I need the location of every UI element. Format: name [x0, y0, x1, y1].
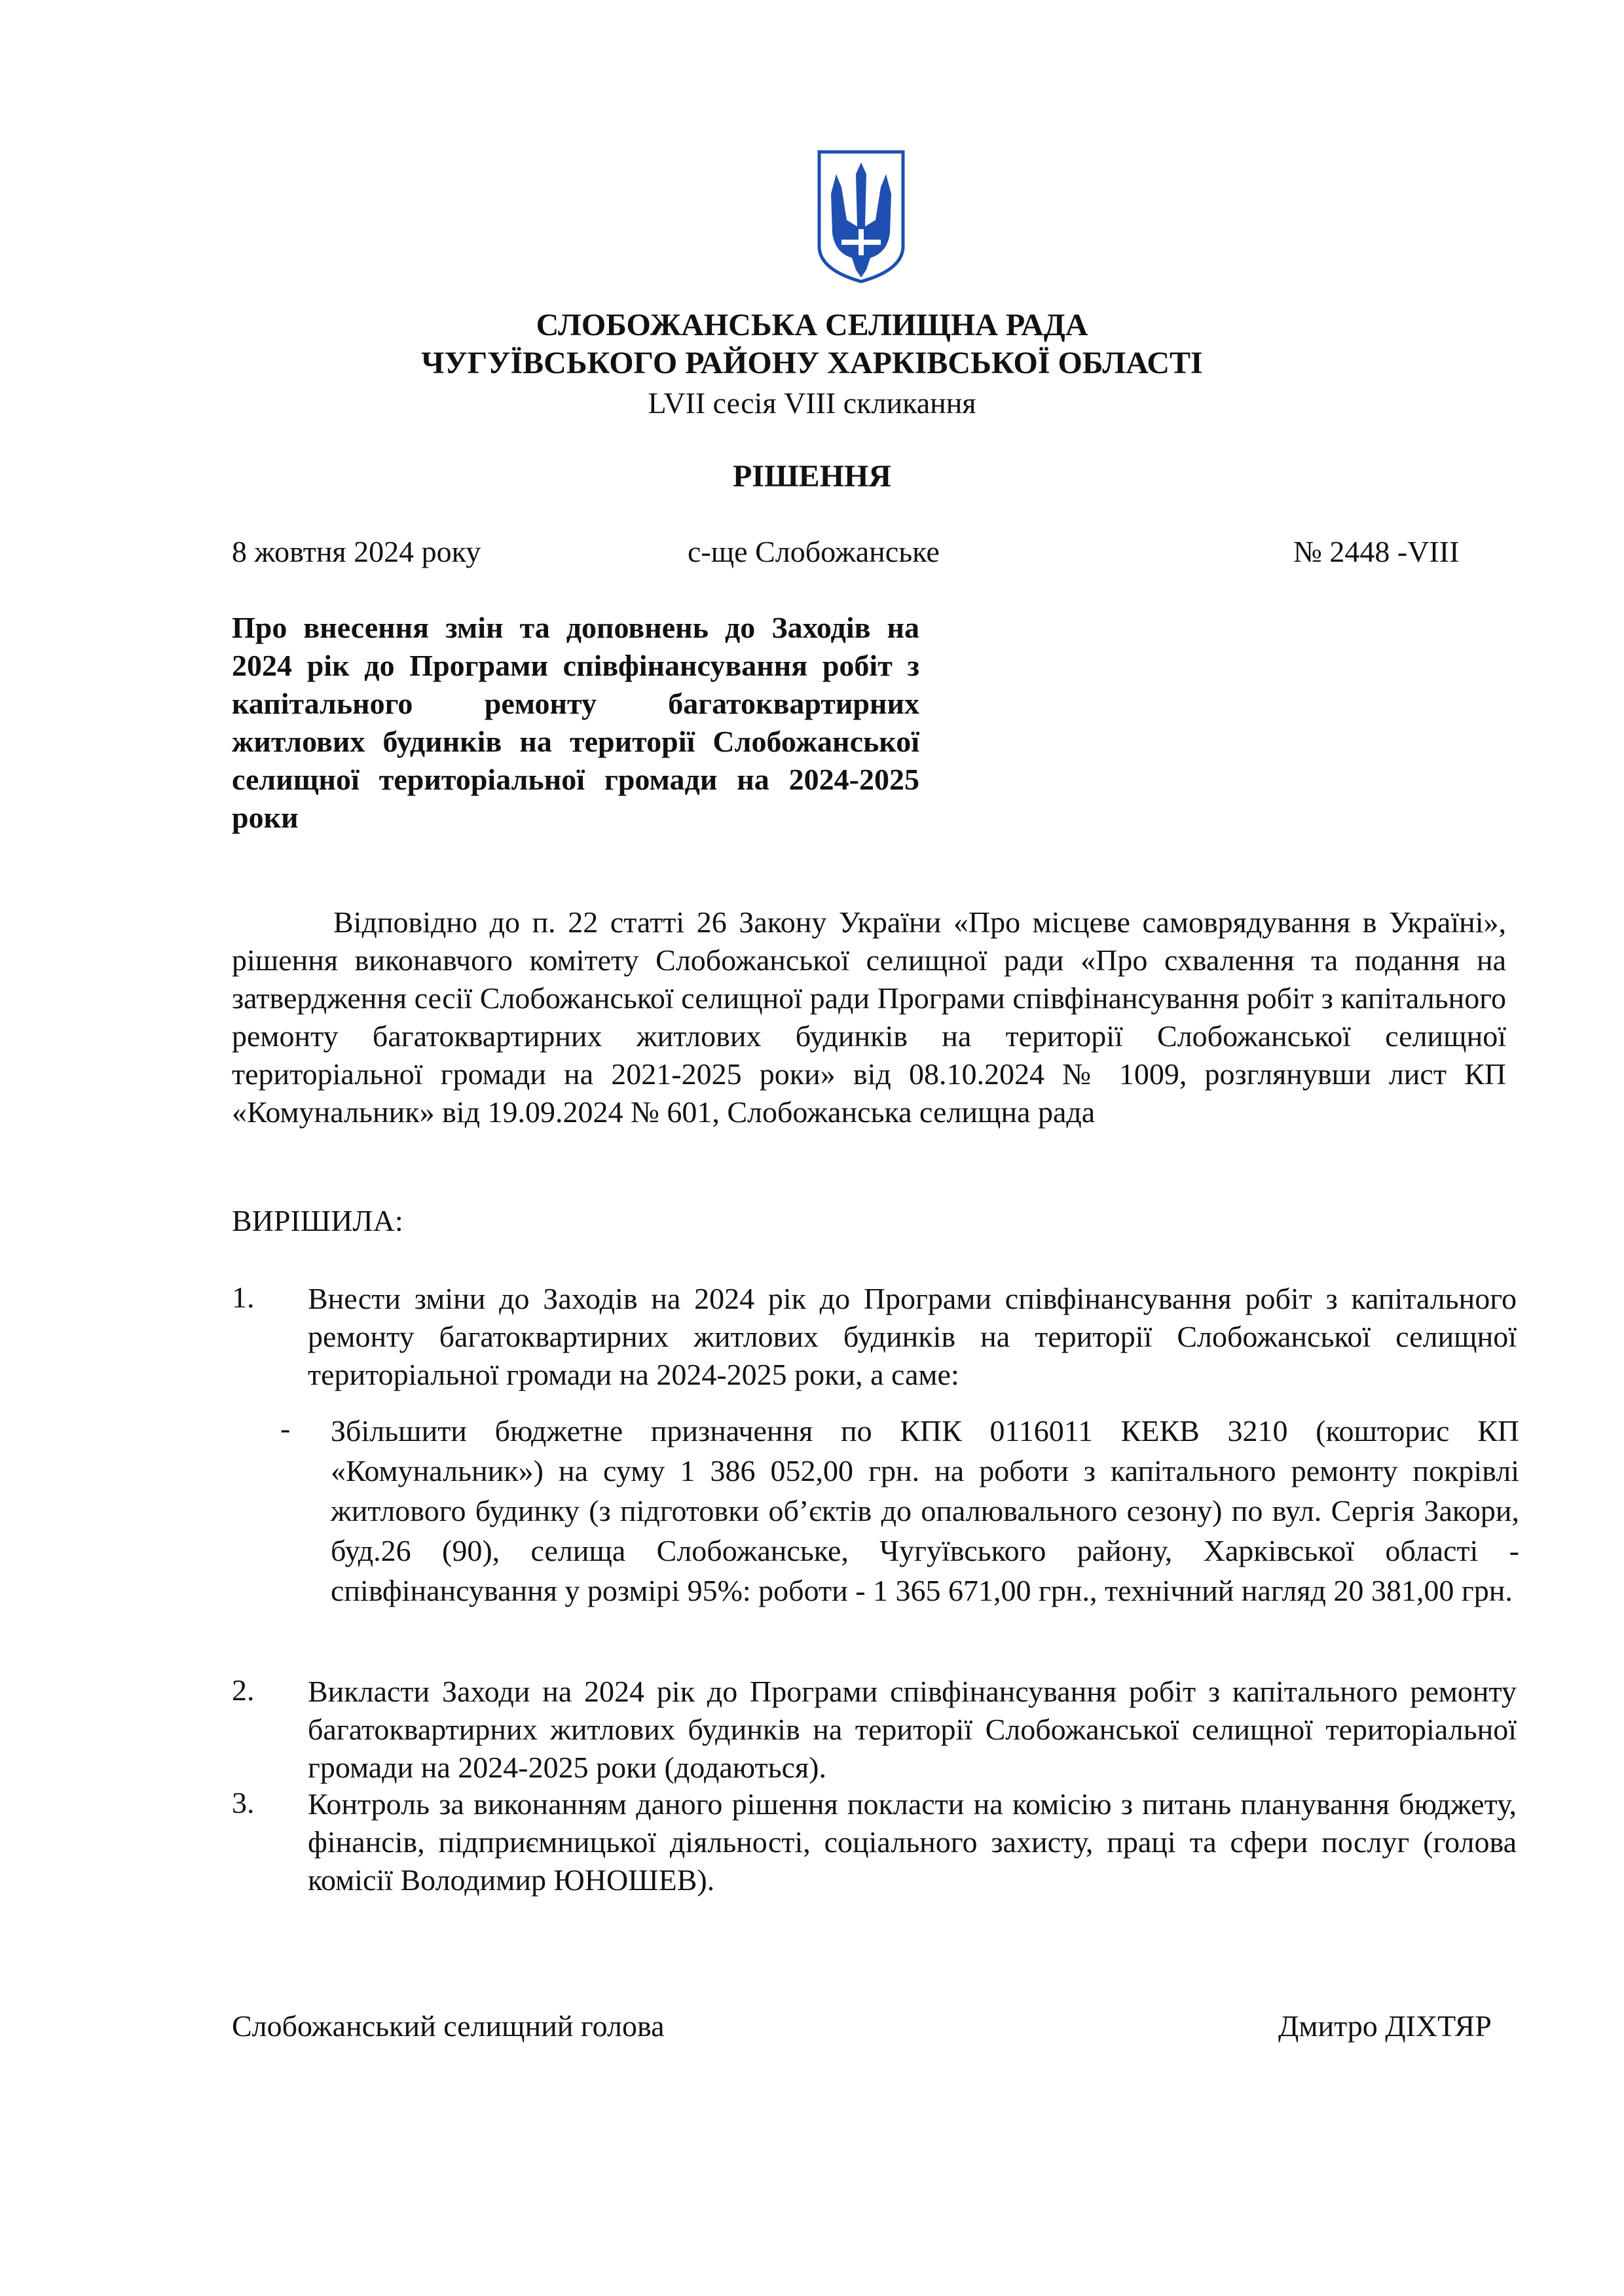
item-1-sub-dash: -: [280, 1412, 291, 1445]
signature-role: Слобожанський селищний голова: [232, 2009, 665, 2043]
decision-number: № 2448 -VIII: [1293, 535, 1460, 568]
item-1-number: 1.: [232, 1281, 255, 1314]
item-3-text: Контроль за виконанням даного рішення покласти на комісію з питань планування бюджету, фінансів, підприємницької діяльності, соціального захисту, праці та сфери послуг (голова комісії Володимир ЮНОШЕВ).: [308, 1787, 1517, 1897]
decision-date: 8 жовтня 2024 року: [232, 535, 481, 568]
item-1-sub-text: Збільшити бюджетне призначення по КПК 0116011 КЕКВ 3210 (кошторис КП «Комунальник») на суму 1 386 052,00 грн. на роботи з капітального ремонту покрівлі житлового будинку (з підготовки об’єктів до опалювального сезону) по вул. Сергія Закори, буд.26 (90), селища Слобожанське, Чугуївського району, Харківської області - співфінансування у розмірі 95%: роботи - 1 365 671,00 грн., технічний нагляд 20 381,00 грн.: [331, 1414, 1519, 1607]
resolved-heading: ВИРІШИЛА:: [232, 1204, 403, 1237]
decision-subject: Про внесення змін та доповнень до Заходів на 2024 рік до Програми співфінансування робіт з капітального ремонту багатоквартирних житлових будинків на території Слобожанської селищної територіальної громади на 2024-2025 роки: [232, 611, 919, 834]
preamble-paragraph: Відповідно до п. 22 статті 26 Закону України «Про місцеве самоврядування в Україні», рішення виконавчого комітету Слобожанської селищної ради «Про схвалення та подання на затвердження сесії Слобожанської селищної ради Програми співфінансування робіт з капітального ремонту багатоквартирних житлових будинків на території Слобожанської селищної територіальної громади на 2021-2025 роки» від 08.10.2024 № 1009, розглянувши лист КП «Комунальник» від 19.09.2024 № 601, Слобожанська селищна рада: [232, 905, 1506, 1129]
item-2-number: 2.: [232, 1673, 255, 1707]
council-name-line2: ЧУГУЇВСЬКОГО РАЙОНУ ХАРКІВСЬКОЇ ОБЛАСТІ: [421, 346, 1203, 380]
council-name: [0, 306, 1624, 382]
decision-place: с-ще Слобожанське: [688, 535, 940, 568]
item-2-text: Викласти Заходи на 2024 рік до Програми співфінансування робіт з капітального ремонту багатоквартирних житлових будинків на території Слобожанської селищної територіальної громади на 2024-2025 роки (додаються).: [308, 1675, 1517, 1784]
decision-title: РІШЕННЯ: [732, 459, 892, 494]
council-name-line1: СЛОБОЖАНСЬКА СЕЛИЩНА РАДА: [536, 308, 1088, 342]
signature-name: Дмитро ДІХТЯР: [1278, 2009, 1492, 2043]
coat-of-arms-icon: [815, 148, 907, 284]
item-1-text: Внести зміни до Заходів на 2024 рік до Програми співфінансування робіт з капітального ремонту багатоквартирних житлових будинків на території Слобожанської селищної територіальної громади на 2024-2025 роки, а саме:: [308, 1282, 1517, 1391]
item-3-number: 3.: [232, 1786, 255, 1819]
session-info: LVII сесія VIII скликання: [648, 386, 976, 420]
